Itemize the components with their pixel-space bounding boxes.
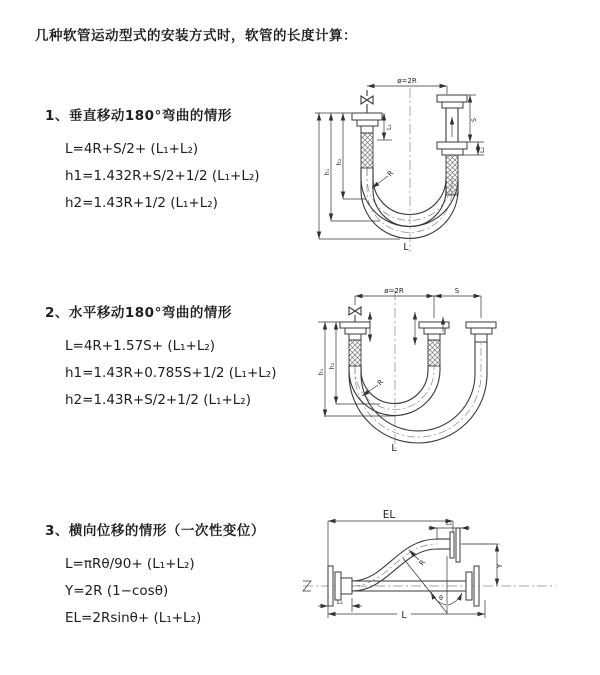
dim-label-el: EL xyxy=(382,509,396,521)
formula-line: EL=2Rsinθ+ (L₁+L₂) xyxy=(65,610,202,626)
page-title: 几种软管运动型式的安装方式时，软管的长度计算： xyxy=(35,28,357,44)
hose-u-bend xyxy=(361,168,458,238)
braided-hose-section xyxy=(349,340,361,366)
braided-hose-section xyxy=(361,133,373,168)
hose-u-bends xyxy=(349,342,487,443)
dim-label-h2: h₂ xyxy=(336,158,343,166)
construction-lines xyxy=(403,550,462,614)
formula-line: L=πRθ/90+ (L₁+L₂) xyxy=(65,556,195,572)
section-3-formulas xyxy=(65,551,265,632)
dim-label-y: Y xyxy=(496,563,504,569)
section-1-heading: 1、垂直移动180°弯曲的情形 xyxy=(45,108,232,124)
section-2-formulas xyxy=(65,333,276,414)
middle-pipe xyxy=(419,322,449,366)
dimensions xyxy=(318,287,481,454)
left-pipe xyxy=(340,307,370,366)
section-2-heading: 2、水平移动180°弯曲的情形 xyxy=(45,305,232,321)
upper-flange xyxy=(450,528,460,562)
dim-label-l1: L₁ xyxy=(386,124,393,130)
length-label: L xyxy=(391,443,397,454)
section-3-heading: 3、横向位移的情形（一次性变位） xyxy=(45,523,265,539)
dim-label-width: ø=2R xyxy=(384,287,404,295)
angle-label: θ xyxy=(439,595,443,602)
braided-hose-section xyxy=(446,155,458,195)
length-label: L xyxy=(403,242,409,253)
right-pipe xyxy=(466,322,496,342)
formula-line: h2=1.43R+S/2+1/2 (L₁+L₂) xyxy=(65,392,251,408)
right-pipe xyxy=(437,95,467,195)
dim-label-s: S xyxy=(454,287,460,295)
diagram-lateral-displacement xyxy=(295,495,600,630)
dim-label-l2: L₂ xyxy=(446,520,452,527)
dim-label-s: S xyxy=(471,118,478,122)
length-label: L xyxy=(401,610,407,621)
right-flange xyxy=(466,566,479,606)
radius-label: R xyxy=(386,169,396,179)
formula-line: Y=2R (1−cosθ) xyxy=(65,583,169,599)
radius-label: R xyxy=(376,378,386,388)
diagram-vertical-180-bend xyxy=(300,70,600,265)
dim-label-h1: h₁ xyxy=(324,168,331,176)
section-horizontal-movement xyxy=(45,301,276,414)
formula-line: h1=1.432R+S/2+1/2 (L₁+L₂) xyxy=(65,168,260,184)
dim-label-h2: h₂ xyxy=(329,362,336,370)
formula-line: h2=1.43R+1/2 (L₁+L₂) xyxy=(65,195,218,211)
braided-hose-section xyxy=(428,340,440,366)
section-vertical-movement xyxy=(45,104,260,217)
section-lateral-displacement xyxy=(45,519,265,632)
dim-label-h1: h₁ xyxy=(318,368,325,376)
dim-label-width: ø=2R xyxy=(397,77,417,85)
dim-label-l2: L₂ xyxy=(479,147,486,153)
formula-line: h1=1.43R+0.785S+1/2 (L₁+L₂) xyxy=(65,365,277,381)
dim-label-l1: L₁ xyxy=(337,599,343,606)
section-1-formulas xyxy=(65,136,260,217)
formula-line: L=4R+1.57S+ (L₁+L₂) xyxy=(65,338,216,354)
diagram-horizontal-180-bend xyxy=(300,278,600,463)
left-pipe xyxy=(352,90,382,168)
radius-label: R xyxy=(417,558,428,568)
formula-line: L=4R+S/2+ (L₁+L₂) xyxy=(65,141,199,157)
s-curve-hose-displaced xyxy=(352,539,450,591)
